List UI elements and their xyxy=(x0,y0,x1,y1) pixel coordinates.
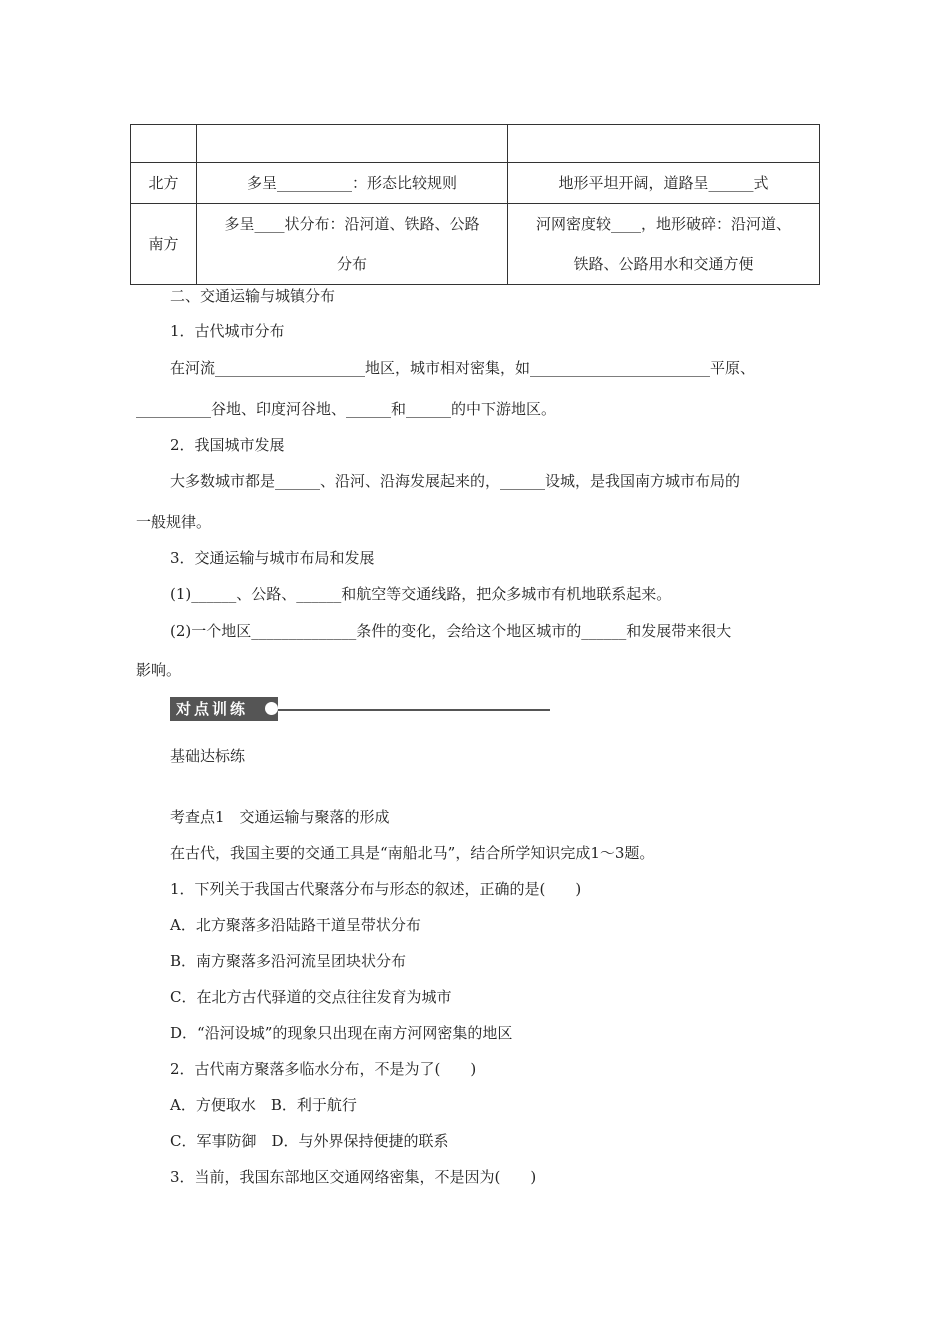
option: A．北方聚落多沿陆路干道呈带状分布 xyxy=(170,916,421,934)
paragraph-line: 大多数城市都是______、沿河、沿海发展起来的，______设城，是我国南方城市布局的 xyxy=(170,472,741,490)
item-title: 3．交通运输与城市布局和发展 xyxy=(170,549,375,567)
paragraph-line: 影响。 xyxy=(136,661,182,679)
table-row xyxy=(131,163,820,204)
cell-line: 河网密度较____，地形破碎：沿河道、 xyxy=(535,215,791,233)
table-cell-region: 南方 xyxy=(131,204,197,285)
item-title: 1．古代城市分布 xyxy=(170,322,285,340)
table-cell-settlement xyxy=(197,204,508,285)
practice-banner xyxy=(170,697,290,723)
table-row xyxy=(131,204,820,285)
question: 2．古代南方聚落多临水分布，不是为了( ) xyxy=(170,1060,477,1078)
comparison-table xyxy=(130,124,820,285)
table-cell-reason xyxy=(508,204,820,285)
table-cell xyxy=(131,125,197,163)
cell-line: 铁路、公路用水和交通方便 xyxy=(573,255,754,273)
option: A．方便取水 B．利于航行 xyxy=(170,1096,357,1114)
subheading: 基础达标练 xyxy=(170,747,246,765)
topic-heading: 考查点1 交通运输与聚落的形成 xyxy=(170,808,390,826)
divider xyxy=(278,709,550,711)
section-title: 二、交通运输与城镇分布 xyxy=(170,287,336,305)
paragraph-line: (1)______、公路、______和航空等交通线路，把众多城市有机地联系起来。 xyxy=(170,585,672,603)
table-cell xyxy=(508,125,820,163)
question-intro: 在古代，我国主要的交通工具是“南船北马”，结合所学知识完成1～3题。 xyxy=(170,844,655,862)
circle-icon xyxy=(265,702,278,715)
paragraph-line: 一般规律。 xyxy=(136,513,212,531)
option: B．南方聚落多沿河流呈团块状分布 xyxy=(170,952,407,970)
item-title: 2．我国城市发展 xyxy=(170,436,285,454)
option: C．在北方古代驿道的交点往往发育为城市 xyxy=(170,988,452,1006)
table-cell-settlement: 多呈__________：形态比较规则 xyxy=(197,163,508,204)
table-cell xyxy=(197,125,508,163)
cell-line: 分布 xyxy=(336,255,367,273)
question: 3．当前，我国东部地区交通网络密集，不是因为( ) xyxy=(170,1168,537,1186)
paragraph-line: __________谷地、印度河谷地、______和______的中下游地区。 xyxy=(136,400,557,418)
banner-label: 对点训练 xyxy=(170,697,278,721)
option: D．“沿河设城”的现象只出现在南方河网密集的地区 xyxy=(170,1024,513,1042)
option: C．军事防御 D．与外界保持便捷的联系 xyxy=(170,1132,449,1150)
question: 1．下列关于我国古代聚落分布与形态的叙述，正确的是( ) xyxy=(170,880,582,898)
table-cell-reason: 地形平坦开阔，道路呈______式 xyxy=(508,163,820,204)
table-row xyxy=(131,125,820,163)
table-cell-region: 北方 xyxy=(131,163,197,204)
paragraph-line: 在河流____________________地区，城市相对密集，如________________________平原、 xyxy=(170,359,756,377)
cell-line: 多呈____状分布：沿河道、铁路、公路 xyxy=(224,215,480,233)
paragraph-line: (2)一个地区______________条件的变化，会给这个地区城市的______和发展带来很大 xyxy=(170,622,732,640)
